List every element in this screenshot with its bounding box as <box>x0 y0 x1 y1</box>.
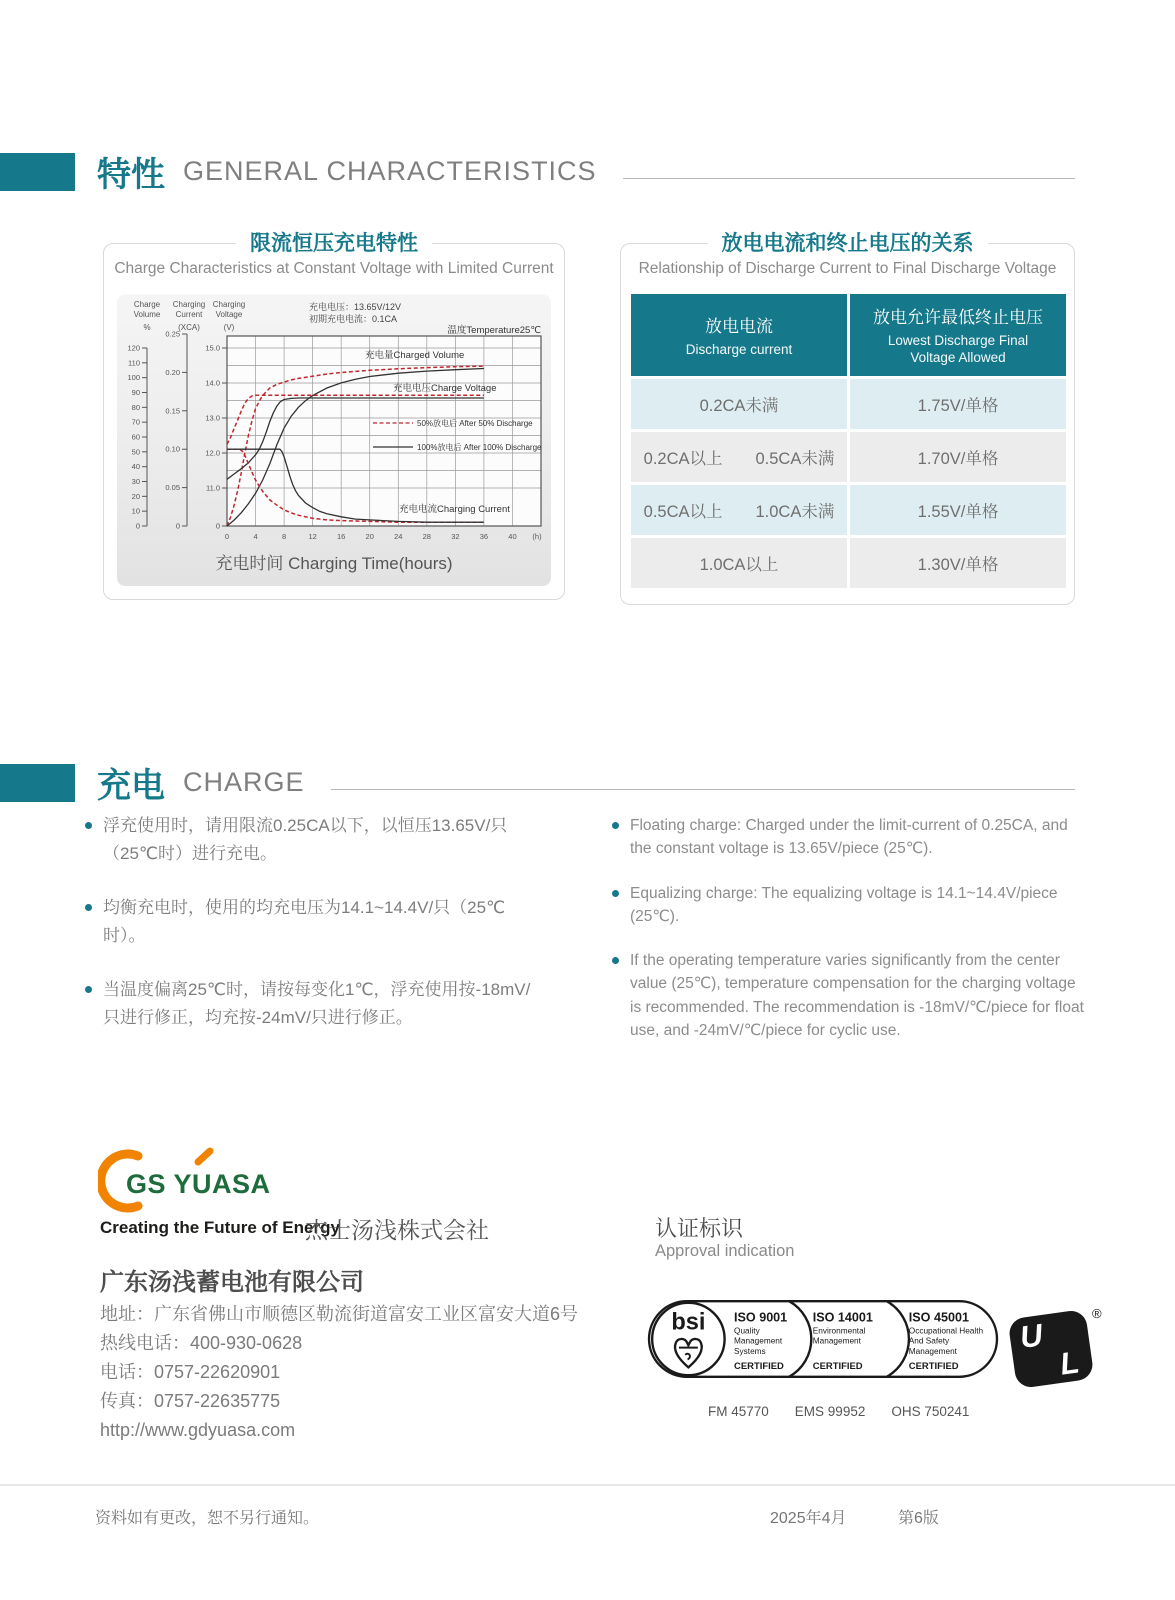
svg-text:36: 36 <box>479 532 489 541</box>
svg-text:110: 110 <box>128 358 140 368</box>
list-item <box>612 949 1084 1042</box>
list-item <box>85 976 533 1031</box>
svg-text:30: 30 <box>131 477 140 486</box>
table-row <box>631 379 1066 429</box>
discharge-table-header-row <box>631 294 1066 376</box>
cert-number: EMS 99952 <box>794 1404 866 1419</box>
svg-text:13.0: 13.0 <box>205 413 220 423</box>
section-rule <box>331 789 1075 790</box>
section-title-cn: 充电 <box>97 767 165 805</box>
company-address: 地址：广东省佛山市顺德区勒流街道富安工业区富安大道6号 <box>100 1304 579 1324</box>
cert-number: FM 45770 <box>708 1404 769 1419</box>
footer-note: 资料如有更改，恕不另行通知。 <box>95 1510 320 1527</box>
bullet-icon <box>85 986 92 993</box>
list-item <box>85 894 533 949</box>
section-rule <box>623 178 1075 179</box>
svg-text:32: 32 <box>451 532 460 541</box>
iso-line: Management <box>812 1336 861 1346</box>
svg-text:温度Temperature25℃: 温度Temperature25℃ <box>447 325 541 336</box>
svg-text:Charging: Charging <box>172 300 206 309</box>
iso-status: CERTIFIED <box>908 1360 959 1372</box>
charge-panel-title-cn: 限流恒压充电特性 <box>236 227 432 257</box>
company-contact-block <box>100 1300 578 1445</box>
svg-text:12: 12 <box>308 532 317 541</box>
svg-text:12.0: 12.0 <box>205 448 220 458</box>
iso-line: Environmental <box>812 1326 866 1336</box>
charge-characteristics-chart <box>117 296 551 546</box>
section-accent-block <box>0 764 75 802</box>
cell-discharge-current: 1.0CA以上 <box>631 538 847 588</box>
footer-edition: 第6版 <box>898 1510 939 1527</box>
iso-line: Quality <box>734 1326 760 1336</box>
svg-text:0: 0 <box>135 521 140 531</box>
section-title-en: GENERAL CHARACTERISTICS <box>183 156 597 186</box>
footer-date: 2025年4月 <box>770 1510 847 1527</box>
svg-text:(XCA): (XCA) <box>178 323 200 332</box>
bullet-icon <box>612 890 619 897</box>
bullet-icon <box>612 957 619 964</box>
approval-title-en: Approval indication <box>655 1242 795 1260</box>
cell-final-voltage: 1.70V/单格 <box>850 432 1066 482</box>
svg-text:Voltage: Voltage <box>215 310 243 319</box>
ul-mark-icon <box>1008 1309 1095 1389</box>
cell-discharge-current: 0.5CA以上 1.0CA未满 <box>631 485 847 535</box>
bullet-icon <box>85 904 92 911</box>
section-header-charge <box>0 758 1075 807</box>
table-row <box>631 485 1066 535</box>
logo-tagline: Creating the Future of Energy <box>100 1218 340 1237</box>
iso-standard: ISO 9001 <box>734 1310 788 1325</box>
svg-text:90: 90 <box>131 388 140 397</box>
svg-text:10: 10 <box>131 506 140 516</box>
iso-line: Management <box>908 1346 957 1356</box>
cert-number: OHS 750241 <box>891 1404 970 1419</box>
header-current-en: Discharge current <box>685 341 793 357</box>
section-title-cn: 特性 <box>97 156 165 194</box>
logo-wordmark: GS YUASA <box>126 1169 271 1199</box>
discharge-table-header-current <box>631 294 847 376</box>
iso-line: Management <box>734 1336 783 1346</box>
svg-text:14.0: 14.0 <box>205 378 220 388</box>
svg-text:0: 0 <box>224 532 230 541</box>
cell-final-voltage: 1.55V/单格 <box>850 485 1066 535</box>
svg-text:(V): (V) <box>223 323 235 332</box>
bsi-certification-mark <box>638 1298 1008 1380</box>
header-current-cn: 放电电流 <box>705 316 773 336</box>
svg-text:Charging: Charging <box>212 300 246 309</box>
svg-text:40: 40 <box>508 532 517 541</box>
charge-characteristics-panel <box>103 232 565 600</box>
iso-line: And Safety <box>908 1336 950 1346</box>
company-name-cn: 广东汤浅蓄电池有限公司 <box>100 1269 364 1296</box>
list-item <box>85 812 533 867</box>
header-voltage-en: Lowest Discharge Final Voltage Allowed <box>887 333 1029 365</box>
discharge-table <box>631 294 1066 591</box>
svg-text:初期充电电流：0.1CA: 初期充电电流：0.1CA <box>309 314 398 324</box>
svg-text:充电电压Charge Voltage: 充电电压Charge Voltage <box>393 383 497 394</box>
svg-text:0.20: 0.20 <box>165 367 180 377</box>
iso-status: CERTIFIED <box>734 1360 784 1372</box>
bsi-logo-text: bsi <box>671 1309 706 1336</box>
svg-text:40: 40 <box>131 462 140 472</box>
bsi-section-iso9001 <box>734 1311 787 1372</box>
svg-text:15.0: 15.0 <box>205 343 220 353</box>
svg-text:100: 100 <box>127 373 140 383</box>
svg-text:28: 28 <box>422 532 431 541</box>
iso-line: Occupational Health <box>908 1326 984 1336</box>
svg-text:0.05: 0.05 <box>165 483 180 493</box>
note-text: Equalizing charge: The equalizing voltage is 14.1~14.4V/piece (25℃). <box>630 884 1058 925</box>
iso-standard: ISO 14001 <box>812 1310 873 1325</box>
iso-status: CERTIFIED <box>812 1360 863 1372</box>
discharge-table-header-voltage <box>850 294 1066 376</box>
discharge-panel-title-cn: 放电电流和终止电压的关系 <box>708 227 988 257</box>
note-text: Floating charge: Charged under the limit-current of 0.25CA, and the constant voltage is 13.65V/piece (25℃). <box>630 817 1068 858</box>
svg-text:充电电流Charging Current: 充电电流Charging Current <box>399 504 510 515</box>
cell-final-voltage: 1.75V/单格 <box>850 379 1066 429</box>
svg-text:4: 4 <box>253 532 258 541</box>
section-header-characteristics <box>0 147 1075 196</box>
svg-text:0: 0 <box>215 521 220 531</box>
svg-text:0.15: 0.15 <box>165 406 180 416</box>
svg-text:0: 0 <box>175 521 180 531</box>
discharge-panel-title-en: Relationship of Discharge Current to Final Discharge Voltage <box>638 260 1057 277</box>
svg-text:充电量Charged Volume: 充电量Charged Volume <box>365 350 465 361</box>
svg-text:24: 24 <box>394 532 403 541</box>
discharge-voltage-panel <box>620 232 1075 605</box>
svg-text:16: 16 <box>337 532 346 541</box>
company-fax: 传真：0757-22635775 <box>100 1391 281 1411</box>
header-voltage-cn: 放电允许最低终止电压 <box>873 308 1043 328</box>
charge-panel-title-en: Charge Characteristics at Constant Voltage with Limited Current <box>114 260 554 277</box>
svg-text:20: 20 <box>131 491 140 501</box>
list-item <box>612 882 1084 929</box>
footer-divider <box>0 1484 1175 1486</box>
certificate-numbers <box>708 1404 969 1419</box>
svg-text:8: 8 <box>282 532 287 541</box>
note-text: 浮充使用时，请用限流0.25CA以下，以恒压13.65V/只（25℃时）进行充电。 <box>103 816 508 863</box>
cell-final-voltage: 1.30V/单格 <box>850 538 1066 588</box>
cell-discharge-current: 0.2CA未满 <box>631 379 847 429</box>
bullet-icon <box>612 822 619 829</box>
svg-text:Volume: Volume <box>133 310 161 319</box>
company-website: http://www.gdyuasa.com <box>100 1420 296 1440</box>
note-text: 当温度偏离25℃时，请按每变化1℃，浮充使用按-18mV/只进行修正，均充按-24mV/只进行修正。 <box>103 980 531 1027</box>
svg-text:120: 120 <box>127 343 140 353</box>
charge-chart-panel <box>117 294 551 586</box>
note-text: 均衡充电时，使用的均充电压为14.1~14.4V/只（25℃时）。 <box>103 898 506 945</box>
company-phone: 电话：0757-22620901 <box>100 1362 281 1382</box>
bullet-icon <box>85 822 92 829</box>
iso-line: Systems <box>734 1346 766 1356</box>
svg-text:60: 60 <box>131 432 140 442</box>
svg-text:%: % <box>143 323 151 332</box>
svg-text:0.10: 0.10 <box>165 444 180 454</box>
svg-text:50%放电后 After 50% Discharge: 50%放电后 After 50% Discharge <box>417 419 533 428</box>
chart-xaxis-label: 充电时间 Charging Time(hours) <box>215 554 453 573</box>
company-hotline: 热线电话：400-930-0628 <box>100 1333 303 1353</box>
list-item <box>612 814 1084 861</box>
svg-text:Charge: Charge <box>133 300 161 309</box>
ul-letter-u: U <box>1017 1317 1045 1356</box>
charge-notes-en <box>612 814 1084 1063</box>
ul-letter-l: L <box>1057 1344 1082 1382</box>
ul-registered-symbol: ® <box>1092 1306 1102 1321</box>
logo-accent-icon <box>198 1151 210 1162</box>
section-title-en: CHARGE <box>183 767 305 797</box>
svg-text:20: 20 <box>365 532 374 541</box>
charge-notes-cn <box>85 812 533 1058</box>
svg-text:70: 70 <box>131 417 140 427</box>
cell-discharge-current: 0.2CA以上 0.5CA未满 <box>631 432 847 482</box>
svg-text:(h): (h) <box>532 532 542 541</box>
svg-text:Current: Current <box>175 310 203 319</box>
note-text: If the operating temperature varies significantly from the center value (25℃), temperature compensation for the charging voltage is recommended. The recommendation is -18mV/℃/piece for float use, and -24mV/℃/piece for cyclic use. <box>630 952 1084 1039</box>
table-row <box>631 538 1066 588</box>
section-accent-block <box>0 153 75 191</box>
table-row <box>631 432 1066 482</box>
iso-standard: ISO 45001 <box>908 1310 969 1325</box>
svg-text:充电电压：13.65V/12V: 充电电压：13.65V/12V <box>309 302 402 312</box>
svg-text:50: 50 <box>131 447 140 457</box>
svg-text:100%放电后 After 100% Discharge: 100%放电后 After 100% Discharge <box>417 443 542 452</box>
svg-text:0.25: 0.25 <box>165 329 180 339</box>
company-name-jp: 杰士汤浅株式会社 <box>305 1217 489 1243</box>
approval-title-cn: 认证标识 <box>655 1216 744 1241</box>
gs-yuasa-logo <box>98 1146 288 1216</box>
svg-text:11.0: 11.0 <box>205 483 220 493</box>
svg-text:80: 80 <box>131 402 140 412</box>
